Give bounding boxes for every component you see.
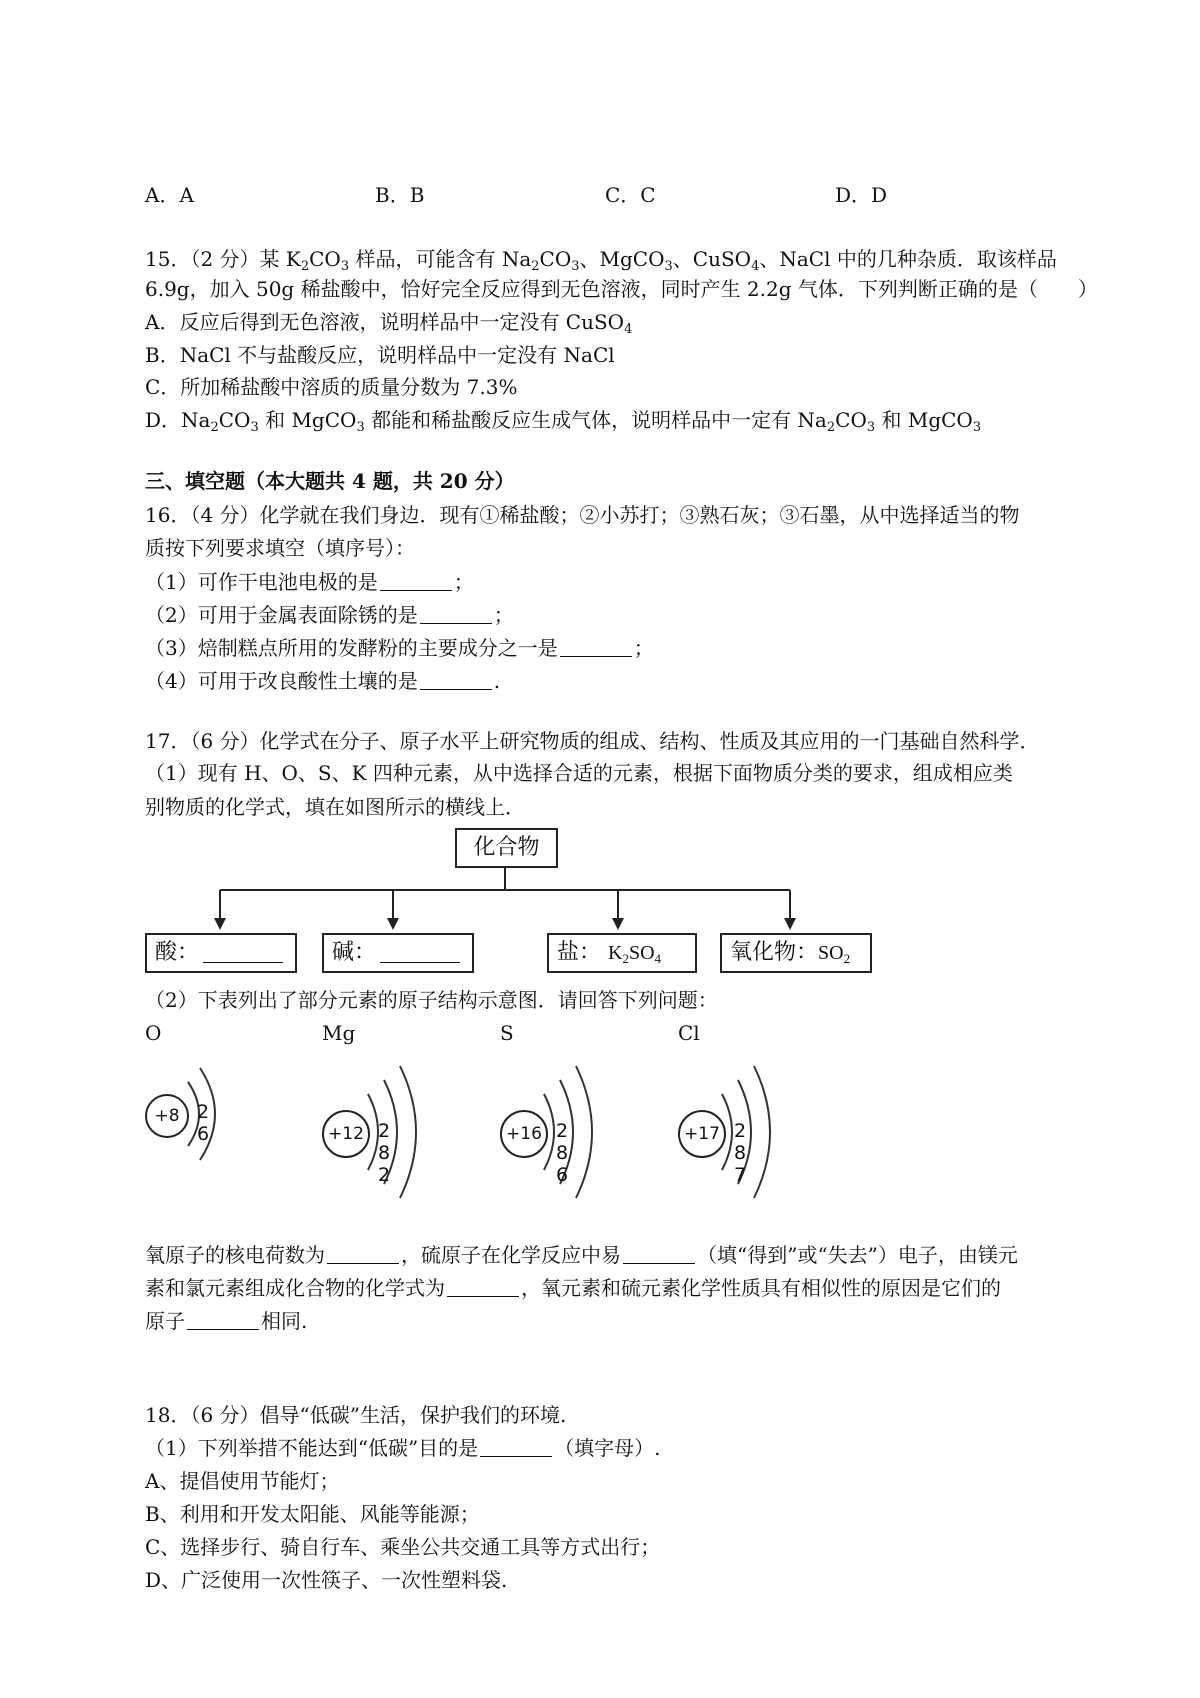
electron-shells-cl: 2 8 7 <box>734 1120 747 1186</box>
q18-line2: （1）下列举措不能达到“低碳”目的是 （填字母）. <box>145 1436 661 1460</box>
q16-line2: 质按下列要求填空（填序号）： <box>145 536 415 560</box>
q18-line1: 18．（6 分）倡导“低碳”生活，保护我们的环境. <box>145 1403 567 1427</box>
q16-line1: 16．（4 分）化学就在我们身边．现有①稀盐酸；②小苏打；③熟石灰；③石墨，从中选择适当的物 <box>145 503 1020 527</box>
q16-sub4: （4）可用于改良酸性土壤的是 . <box>145 669 501 693</box>
q14-option-c: C．C <box>605 183 656 207</box>
oxide-box: 氧化物：$SO_2$ <box>720 933 872 973</box>
q17-line3: 别物质的化学式，填在如图所示的横线上． <box>145 795 525 819</box>
q15-option-c: C．所加稀盐酸中溶质的质量分数为 7.3% <box>145 375 518 399</box>
q18-option-c: C、选择步行、骑自行车、乘坐公共交通工具等方式出行； <box>145 1535 661 1559</box>
q14-option-a: A．A <box>145 183 194 207</box>
q16-sub1: （1）可作干电池电极的是 ； <box>145 570 474 594</box>
electron-shells-o: 2 6 <box>197 1101 210 1145</box>
salt-box: 盐： $K_2SO_4$ <box>547 933 697 973</box>
q16-sub2: （2）可用于金属表面除锈的是 ； <box>145 603 514 627</box>
atom-symbol-o: O <box>145 1021 162 1045</box>
nucleus-o: +8 <box>145 1094 189 1138</box>
electron-shells-mg: 2 8 2 <box>378 1120 391 1186</box>
atom-symbol-s: S <box>500 1021 514 1045</box>
nucleus-cl: +17 <box>678 1110 726 1158</box>
nucleus-mg: +12 <box>322 1110 370 1158</box>
atom-symbol-mg: Mg <box>322 1021 356 1045</box>
q14-option-d: D．D <box>835 183 888 207</box>
atom-symbol-cl: Cl <box>678 1021 700 1045</box>
electron-shells-s: 2 8 6 <box>556 1120 569 1186</box>
answer-blank[interactable] <box>327 1245 399 1264</box>
base-box: 碱： <box>322 933 474 973</box>
section3-title: 三、填空题（本大题共 4 题，共 20 分） <box>145 469 515 493</box>
nucleus-s: +16 <box>500 1110 548 1158</box>
q15-line1: 15．（2 分）某 $K_2CO_3$ 样品，可能含有 $Na_2CO_3$、MgCO$_3$、CuSO$_4$、NaCl 中的几种杂质．取该样品 <box>145 247 1057 274</box>
q15-line2: 6.9g，加入 50g 稀盐酸中，恰好完全反应得到无色溶液，同时产生 2.2g 气体．下列判断正确的是（ ） <box>145 277 1098 301</box>
compound-root-box: 化合物 <box>455 828 558 868</box>
q15-option-b: B．NaCl 不与盐酸反应，说明样品中一定没有 NaCl <box>145 343 615 367</box>
answer-blank[interactable] <box>480 1438 552 1457</box>
answer-blank[interactable] <box>447 1278 519 1297</box>
q17-line1: 17．（6 分）化学式在分子、原子水平上研究物质的组成、结构、性质及其应用的一门基础自然科学． <box>145 729 1040 753</box>
q17-fill-line1: 氧原子的核电荷数为 ，硫原子在化学反应中易 （填“得到”或“失去”）电子，由镁元 <box>145 1243 1018 1267</box>
q18-option-a: A、提倡使用节能灯； <box>145 1469 340 1493</box>
q17-part2: （2）下表列出了部分元素的原子结构示意图．请回答下列问题： <box>145 988 718 1012</box>
answer-blank[interactable] <box>187 1311 259 1330</box>
q16-sub3: （3）焙制糕点所用的发酵粉的主要成分之一是 ； <box>145 636 654 660</box>
q18-option-b: B、利用和开发太阳能、风能等能源； <box>145 1502 480 1526</box>
q17-fill-line2: 素和氯元素组成化合物的化学式为 ，氧元素和硫元素化学性质具有相似性的原因是它们的 <box>145 1276 1001 1300</box>
answer-blank[interactable] <box>623 1245 695 1264</box>
q15-option-d: D．$Na_2CO_3$ 和 MgCO$_3$ 都能和稀盐酸反应生成气体，说明样品中一定有 $Na_2CO_3$ 和 MgCO$_3$ <box>145 408 982 435</box>
q14-option-b: B．B <box>375 183 425 207</box>
q15-option-a: A．反应后得到无色溶液，说明样品中一定没有 CuSO$_4$ <box>145 310 633 337</box>
acid-box: 酸： <box>145 933 297 973</box>
q18-option-d: D、广泛使用一次性筷子、一次性塑料袋. <box>145 1568 508 1592</box>
q17-line2: （1）现有 H、O、S、K 四种元素，从中选择合适的元素，根据下面物质分类的要求，组成相应类 <box>145 761 1013 785</box>
q17-fill-line3: 原子 相同. <box>145 1309 308 1333</box>
